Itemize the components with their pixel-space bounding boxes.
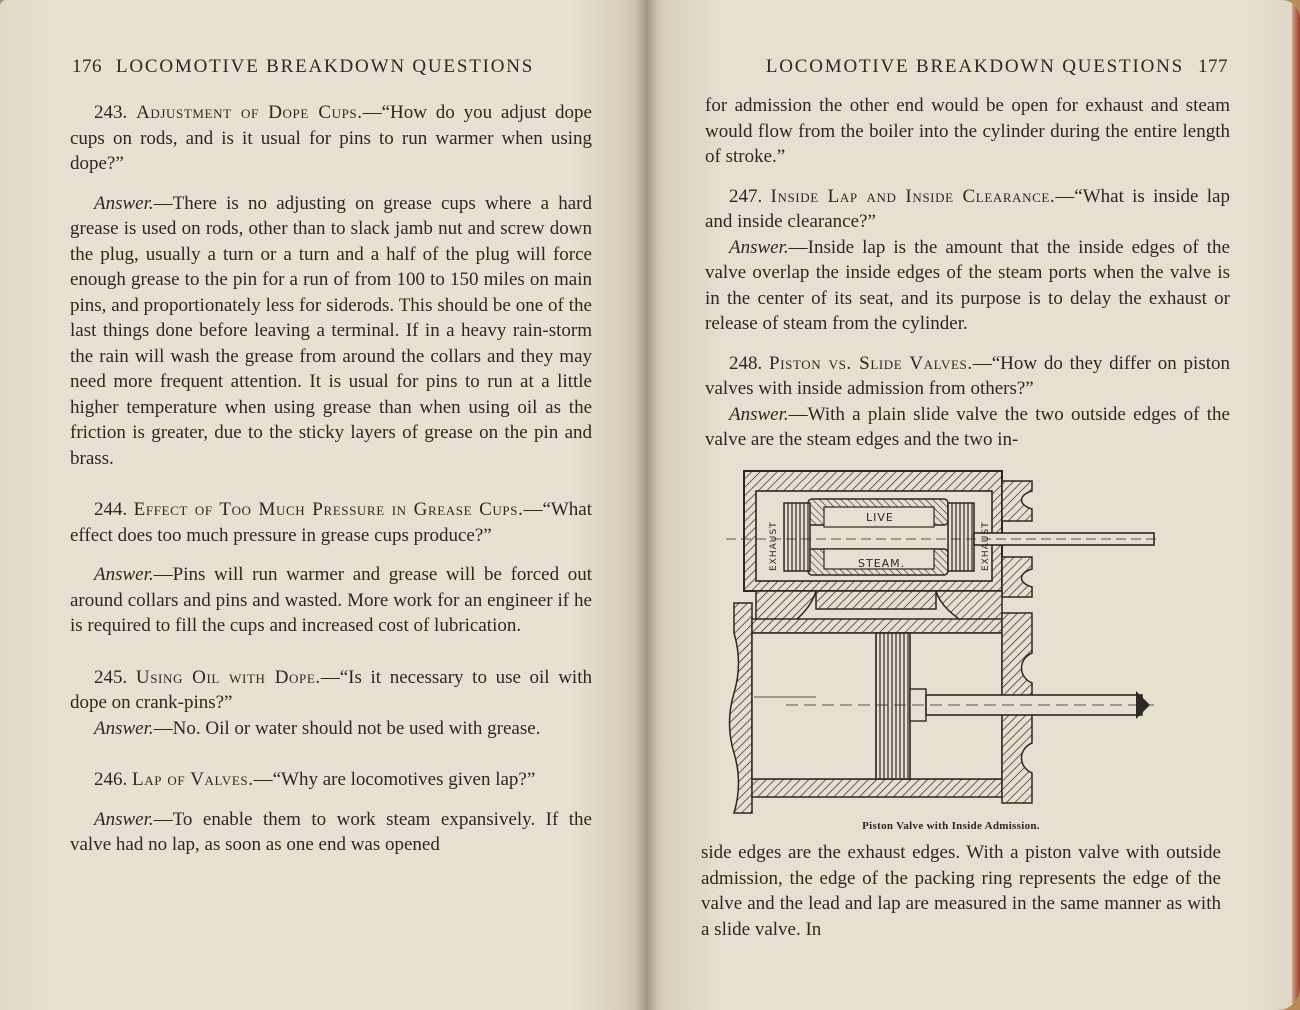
- exhaust-label-right: EXHAUST: [981, 521, 991, 571]
- question-text: —“What is inside lap and inside clearance?”: [705, 185, 1230, 232]
- question-243: [70, 100, 592, 177]
- valve-gland-bottom: [1002, 557, 1032, 597]
- question-247: [705, 184, 1230, 235]
- valve-gland-top: [1002, 481, 1032, 521]
- page-edge: [1292, 0, 1300, 1010]
- left-running-head: [72, 56, 534, 78]
- answer-label: Answer.: [94, 564, 154, 585]
- cylinder-wall-bottom: [752, 779, 1002, 797]
- running-title: LOCOMOTIVE BREAKDOWN QUESTIONS: [765, 56, 1184, 77]
- question-text: —“How do they differ on piston valves with inside admission from others?”: [705, 352, 1231, 399]
- cylinder-wall-top: [752, 619, 1002, 633]
- answer-text: —No. Oil or water should not be used with grease.: [153, 717, 541, 739]
- answer-label: Answer.: [729, 236, 789, 258]
- right-text-after-figure: [701, 840, 1221, 942]
- question-246: [70, 767, 592, 793]
- question-text: —“Is it necessary to use oil with dope on crank-pins?”: [70, 666, 592, 713]
- answer-246: [70, 807, 592, 858]
- steam-label: STEAM.: [858, 557, 906, 570]
- left-text-block: [70, 100, 592, 858]
- answer-label: Answer.: [94, 192, 154, 214]
- figure-caption: Piston Valve with Inside Admission.: [862, 820, 1040, 832]
- question-number: 247.: [729, 185, 763, 207]
- question-number: 244.: [94, 499, 128, 520]
- right-page: [646, 0, 1300, 1010]
- question-heading: Using Oil with Dope.: [135, 666, 321, 688]
- page-number: 176: [72, 56, 102, 77]
- live-label: LIVE: [866, 511, 894, 524]
- valve-head-left: [784, 503, 810, 571]
- question-heading: Lap of Valves.: [132, 769, 254, 790]
- answer-248: [705, 402, 1230, 453]
- question-text: —“How do you adjust dope cups on rods, and is it usual for pins to run warmer when using dope?”: [70, 102, 592, 174]
- valve-seat-bridge: [816, 591, 936, 609]
- piston: [876, 633, 910, 779]
- answer-text: —Inside lap is the amount that the inside edges of the valve overlap the inside edges of the steam ports when the valve is in the center of its seat, and its purpose is to delay the exhaust or release of steam from the cylinder.: [705, 236, 1230, 334]
- question-244: [70, 497, 592, 548]
- question-heading: Adjustment of Dope Cups.: [136, 102, 363, 123]
- answer-243: [70, 191, 592, 472]
- question-number: 243.: [94, 102, 128, 123]
- question-heading: Piston vs. Slide Valves.: [769, 352, 973, 374]
- question-number: 245.: [94, 666, 128, 688]
- running-title: LOCOMOTIVE BREAKDOWN QUESTIONS: [116, 56, 535, 77]
- valve-head-right: [948, 503, 974, 571]
- question-number: 248.: [729, 352, 763, 374]
- answer-text: —Pins will run warmer and grease will be forced out around collars and pins and wasted. More work for an engineer if he is required to fill the cups and increased cost of lubrication.: [70, 564, 592, 636]
- right-text-block: [705, 93, 1230, 453]
- answer-244: [70, 562, 592, 639]
- question-248: [705, 351, 1230, 402]
- answer-text: —With a plain slide valve the two outside edges of the valve are the steam edges and the two in-: [705, 403, 1230, 450]
- piston-valve-figure: [726, 463, 1156, 823]
- book-gutter: [636, 0, 658, 1010]
- question-number: 246.: [94, 769, 128, 790]
- right-running-head: [766, 56, 1228, 78]
- answer-label: Answer.: [94, 808, 154, 830]
- left-page: [0, 0, 646, 1010]
- answer-label: Answer.: [729, 403, 789, 425]
- answer-text: —To enable them to work steam expansively. If the valve had no lap, as soon as one end was opened: [70, 808, 592, 855]
- exhaust-label-left: EXHAUST: [769, 521, 779, 571]
- question-heading: Effect of Too Much Pressure in Grease Cups.: [133, 499, 524, 520]
- cylinder-head-left: [730, 603, 753, 813]
- question-heading: Inside Lap and Inside Clearance.: [770, 185, 1056, 207]
- page-number: 177: [1198, 56, 1228, 77]
- question-text: —“What effect does too much pressure in grease cups produce?”: [70, 499, 593, 546]
- answer-label: Answer.: [94, 717, 154, 739]
- question-245: [70, 665, 592, 716]
- question-text: —“Why are locomotives given lap?”: [253, 769, 536, 790]
- continuation-text: for admission the other end would be open for exhaust and steam would flow from the boiler into the cylinder during the entire length of stroke.”: [705, 95, 1230, 167]
- answer-text: —There is no adjusting on grease cups where a hard grease is used on rods, other than to slack jamb nut and screw down the plug, usually a turn or a turn and a half of the plug will force enough grease to the pin for a run of from 100 to 150 miles on main pins, and proportionately less for siderods. This should be one of the last things done before leaving a terminal. If in a heavy rain-storm the rain will wash the grease from around the collars and they may need more frequent attention. It is usual for pins to run at a little higher temperature when using grease than when using oil as the friction is greater, due to the sticky layers of grease on the pin and brass.: [70, 192, 592, 469]
- after-figure-text: side edges are the exhaust edges. With a piston valve with outside admission, the edge of the packing ring represents the edge of the valve and the lead and lap are measured in the same manner as with a slide valve. In: [701, 842, 1221, 940]
- answer-245: [70, 716, 592, 742]
- answer-247: [705, 235, 1230, 337]
